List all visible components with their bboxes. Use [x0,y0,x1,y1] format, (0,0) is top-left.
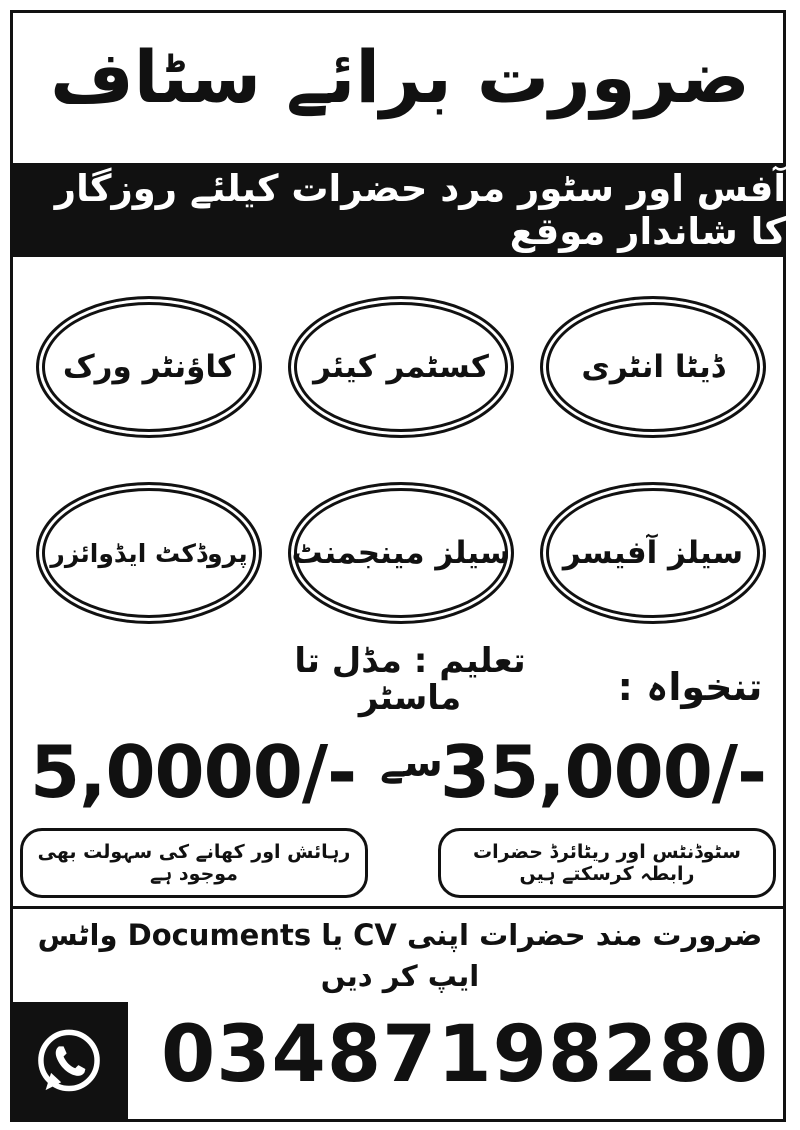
eligibility-note: سٹوڈنٹس اور ریٹائرڈ حضرات رابطہ کرسکتے ہیں [438,828,776,898]
position-sales-officer: سیلز آفیسر [540,482,766,624]
whatsapp-icon [30,1023,108,1101]
salary-connector: سے [380,740,443,786]
phone-number[interactable]: 03487198280 [161,1010,769,1100]
contact-section [10,1002,786,1122]
salary-label: تنخواہ : [617,665,763,709]
education-requirement: تعلیم : مڈل تا ماسٹر [294,641,526,719]
position-data-entry: ڈیٹا انٹری [540,296,766,438]
instructions-cv: CV [353,918,397,952]
instructions-or: یا [321,918,344,952]
position-product-advisor: پروڈکٹ ایڈوائزر [36,482,262,624]
position-customer-care: کسٹمر کیئر [288,296,514,438]
whatsapp-badge [10,1002,128,1122]
subtitle-banner [10,163,786,257]
section-divider [10,906,786,909]
instructions-prefix: ضرورت مند حضرات اپنی [406,918,763,952]
salary-min: 35,000/- [439,730,766,814]
salary-max: 5,0000/- [30,730,357,814]
instructions-suffix: واٹس ایپ کر دیں [37,918,480,993]
instructions-documents: Documents [127,918,312,952]
salary-range [30,730,770,820]
poster-title: ضرورت برائے سٹاف [50,35,750,119]
notes-row [10,828,786,908]
application-instructions [20,915,780,996]
facilities-note: رہائش اور کھانے کی سہولت بھی موجود ہے [20,828,368,898]
position-sales-management: سیلز مینجمنٹ [288,482,514,624]
position-counter-work: کاؤنٹر ورک [36,296,262,438]
subtitle-text: آفس اور سٹور مرد حضرات کیلئے روزگار کا شاندار موقع [54,167,786,253]
